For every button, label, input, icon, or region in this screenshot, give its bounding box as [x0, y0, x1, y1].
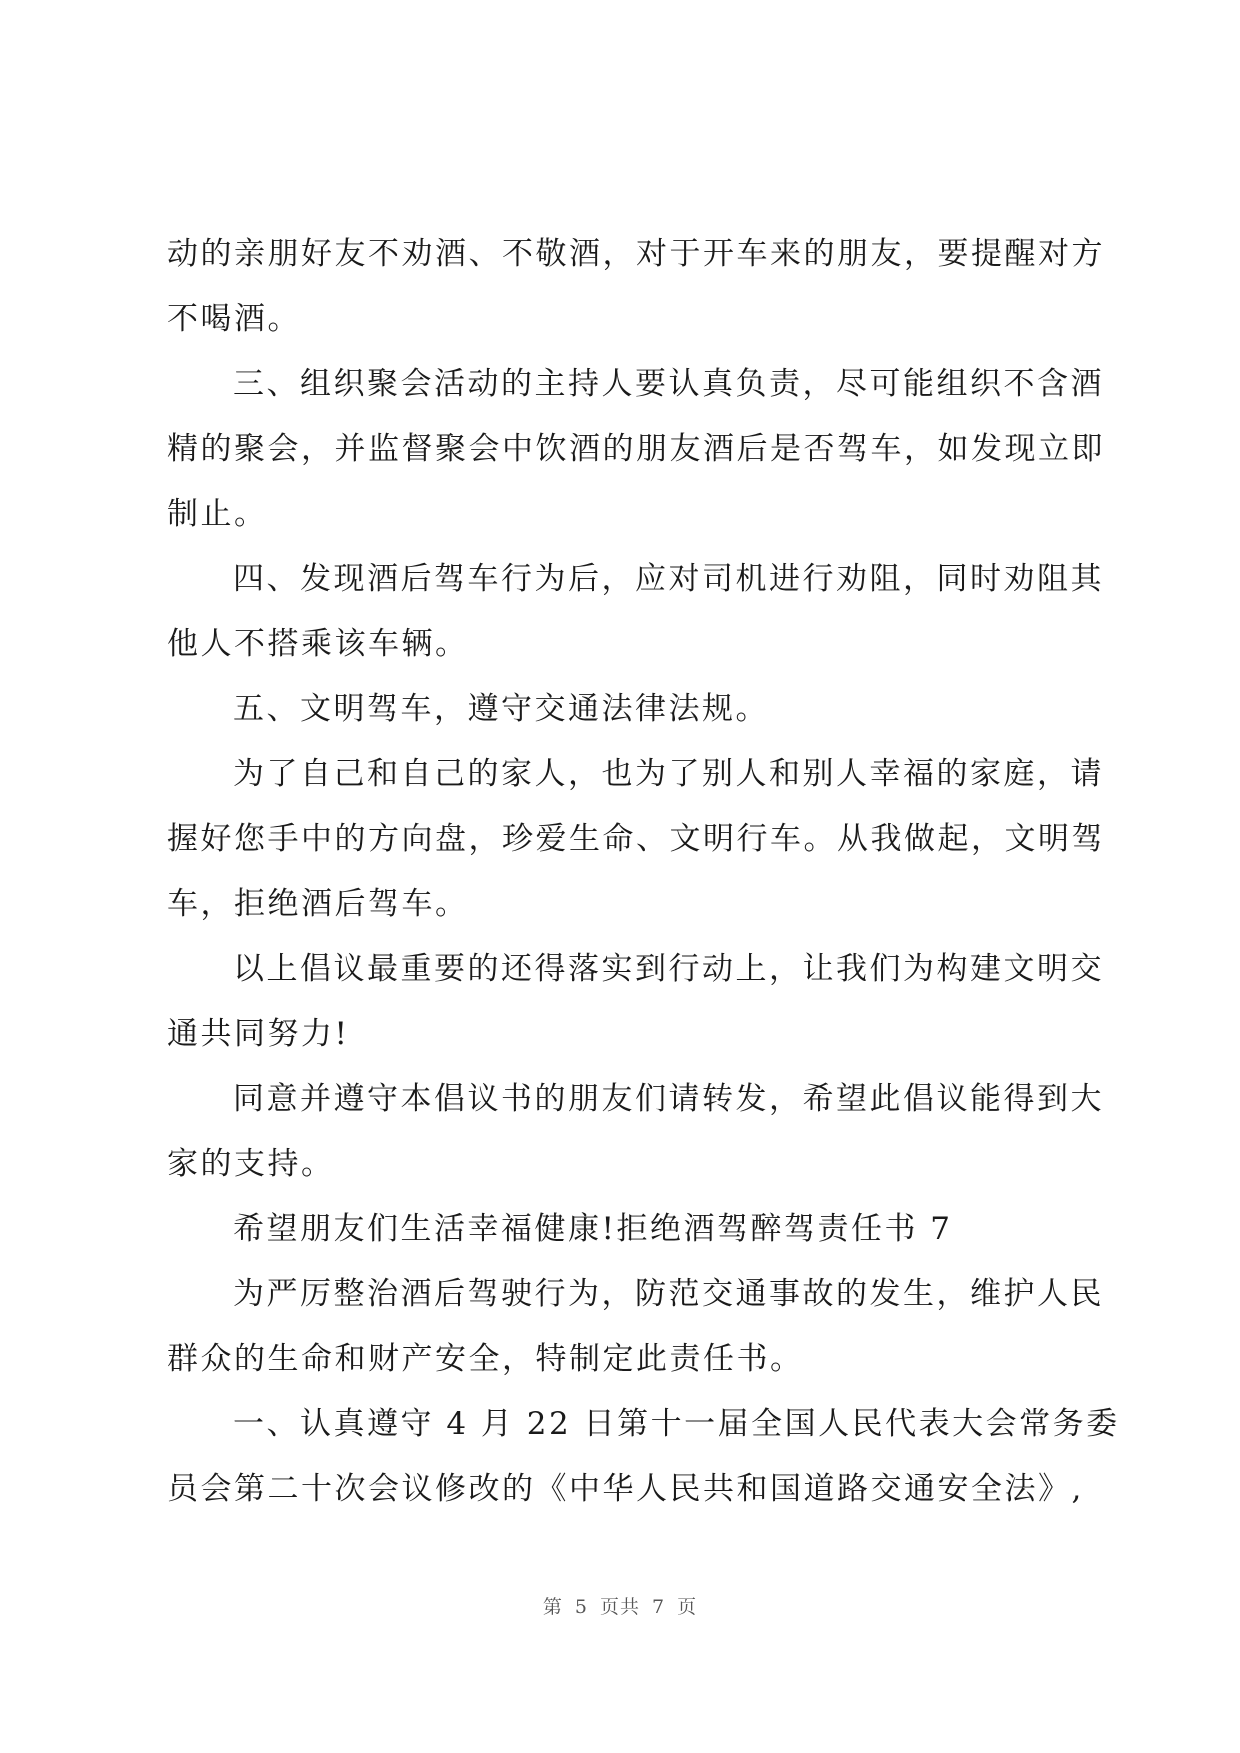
- text-line: 动的亲朋好友不劝酒、不敬酒，对于开车来的朋友，要提醒对方: [167, 236, 1105, 272]
- text-line: 一、认真遵守 4 月 22 日第十一届全国人民代表大会常务委: [233, 1406, 1120, 1442]
- text-line: 为严厉整治酒后驾驶行为，防范交通事故的发生，维护人民: [233, 1276, 1104, 1312]
- text-line: 制止。: [167, 496, 268, 532]
- footer-suffix: 页: [677, 1596, 698, 1618]
- text-line: 家的支持。: [167, 1146, 335, 1182]
- total-page-count: 7: [652, 1596, 666, 1618]
- current-page-number: 5: [574, 1596, 588, 1618]
- text-line: 他人不搭乘该车辆。: [167, 626, 469, 662]
- text-line: 车，拒绝酒后驾车。: [167, 886, 469, 922]
- footer-prefix: 第: [542, 1596, 563, 1618]
- text-line: 不喝酒。: [167, 301, 301, 337]
- text-line: 三、组织聚会活动的主持人要认真负责，尽可能组织不含酒: [233, 366, 1104, 402]
- text-line: 握好您手中的方向盘，珍爱生命、文明行车。从我做起，文明驾: [167, 821, 1105, 857]
- text-line: 精的聚会，并监督聚会中饮酒的朋友酒后是否驾车，如发现立即: [167, 431, 1105, 467]
- text-line: 五、文明驾车，遵守交通法律法规。: [233, 691, 769, 727]
- text-line: 以上倡议最重要的还得落实到行动上，让我们为构建文明交: [233, 951, 1104, 987]
- footer-middle: 页共: [599, 1596, 640, 1618]
- text-line: 员会第二十次会议修改的《中华人民共和国道路交通安全法》,: [167, 1471, 1084, 1507]
- text-line: 通共同努力!: [167, 1016, 350, 1052]
- text-line: 四、发现酒后驾车行为后，应对司机进行劝阻，同时劝阻其: [233, 561, 1104, 597]
- page-footer: [0, 1592, 1240, 1619]
- document-body: [167, 222, 1120, 1522]
- text-line: 同意并遵守本倡议书的朋友们请转发，希望此倡议能得到大: [233, 1081, 1104, 1117]
- text-line: 希望朋友们生活幸福健康!拒绝酒驾醉驾责任书 7: [233, 1211, 953, 1247]
- text-line: 群众的生命和财产安全，特制定此责任书。: [167, 1341, 804, 1377]
- text-line: 为了自己和自己的家人，也为了别人和别人幸福的家庭，请: [233, 756, 1104, 792]
